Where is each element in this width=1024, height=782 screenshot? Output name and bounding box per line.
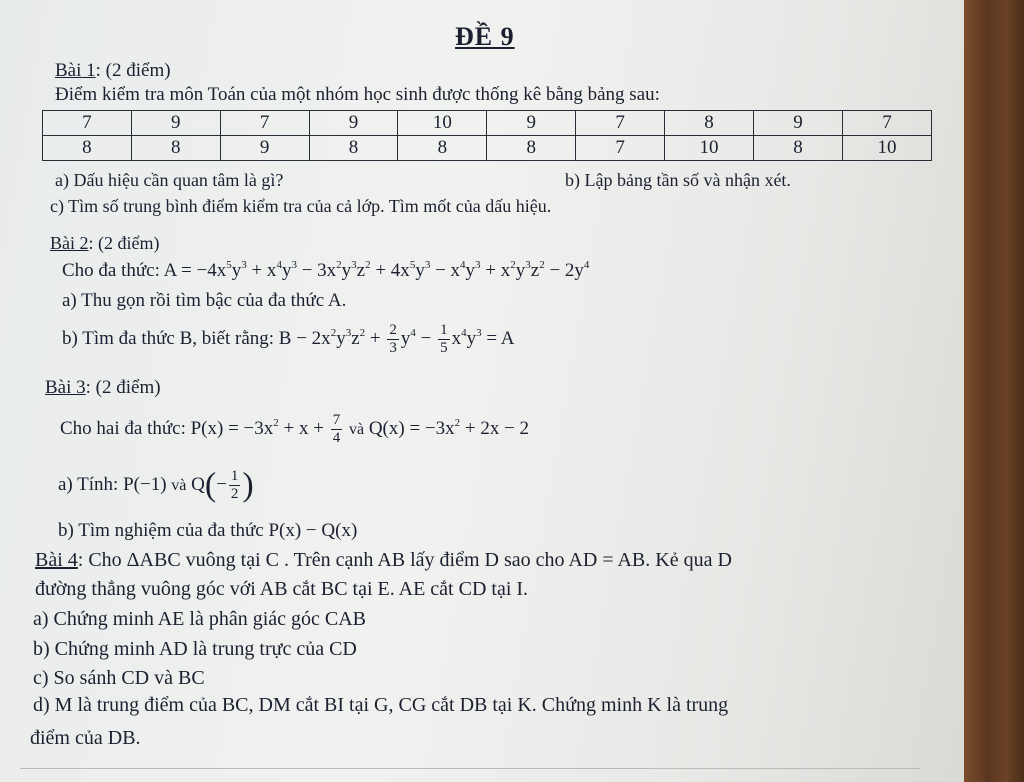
bai3-label: Bài 3 <box>45 377 86 398</box>
table-cell: 9 <box>220 136 309 161</box>
table-cell: 8 <box>487 136 576 161</box>
table-cell: 9 <box>309 111 398 136</box>
bai1-question-c: c) Tìm số trung bình điểm kiểm tra của cả lớp. Tìm mốt của dấu hiệu. <box>50 196 552 216</box>
bottom-divider <box>20 768 920 769</box>
bai2-label: Bài 2 <box>50 233 89 253</box>
bai3-qa-and: và <box>171 476 187 494</box>
bai3-polynomials <box>60 412 529 447</box>
table-cell: 8 <box>398 136 487 161</box>
eval-P: P(−1) <box>123 473 167 495</box>
table-cell: 7 <box>43 111 132 136</box>
bai4-line-1 <box>35 549 732 572</box>
table-cell: 9 <box>131 111 220 136</box>
bai2-question-a: a) Thu gọn rồi tìm bậc của đa thức A. <box>62 290 347 311</box>
bai1-question-b: b) Lập bảng tần số và nhận xét. <box>565 170 791 190</box>
page-title: ĐỀ 9 <box>455 22 515 51</box>
polynomial-A-expression: $A = -4x^5y^3 + x^4y^3 - 3x^2y^3z^2 + 4x^5y^3 - x^4y^3 + x^2y^3z^2 - 2y^4$ <box>163 259 590 281</box>
table-cell: 9 <box>754 111 843 136</box>
bai1-intro: Điểm kiểm tra môn Toán của một nhóm học sinh được thống kê bằng bảng sau: <box>55 84 660 105</box>
table-cell: 10 <box>842 136 931 161</box>
table-cell: 7 <box>576 111 665 136</box>
table-cell: 8 <box>309 136 398 161</box>
table-row <box>43 111 932 136</box>
bai2-polynomial-A <box>62 260 589 282</box>
bai4-question-d-line-1: d) M là trung điểm của BC, DM cắt BI tại G, CG cắt DB tại K. Chứng minh K là trung <box>33 694 729 716</box>
bai2-points: : (2 điểm) <box>88 233 160 253</box>
bai3-question-a <box>58 468 254 503</box>
bai1-points: : (2 điểm) <box>95 60 171 81</box>
bai3-question-b <box>58 520 357 542</box>
bai3-qb-expression: P(x) − Q(x) <box>268 520 358 541</box>
bai2-intro: Cho đa thức: <box>62 260 160 281</box>
bai3-question-a-text: a) Tính: <box>58 473 119 495</box>
bai4-label: Bài 4 <box>35 549 78 571</box>
bai2-question-b-text: b) Tìm đa thức B, biết rằng: <box>62 327 275 349</box>
bai4-question-c: c) So sánh CD và BC <box>33 667 205 689</box>
polynomial-P: $P(x) = -3x^2 + x$ + $\frac{7}{4}$ <box>190 412 341 446</box>
bai2-heading <box>50 233 159 254</box>
table-cell: 10 <box>398 111 487 136</box>
table-cell: 8 <box>665 111 754 136</box>
table-cell: 7 <box>576 136 665 161</box>
table-cell: 8 <box>131 136 220 161</box>
bai3-intro: Cho hai đa thức: <box>60 417 186 439</box>
table-cell: 7 <box>220 111 309 136</box>
bai3-points: : (2 điểm) <box>85 377 161 398</box>
bai4-question-b: b) Chứng minh AD là trung trực của CD <box>33 638 357 660</box>
bai4-question-d-line-2: điểm của DB. <box>30 727 141 749</box>
eval-Q: Q(− $\frac{1}{2}$ ) <box>191 466 254 504</box>
table-cell: 10 <box>665 136 754 161</box>
bai4-line-2: đường thẳng vuông góc với AB cắt BC tại E. AE cắt CD tại I. <box>35 578 529 600</box>
bai1-label: Bài 1 <box>55 60 96 81</box>
table-cell: 7 <box>842 111 931 136</box>
table-row <box>43 136 932 161</box>
wooden-table-edge <box>964 0 1024 782</box>
bai4-text-1: : Cho ΔABC vuông tại C . Trên cạnh AB lấy điểm D sao cho AD = AB. Kẻ qua D <box>77 549 732 571</box>
table-cell: 8 <box>43 136 132 161</box>
bai3-heading <box>45 377 161 399</box>
bai1-question-a: a) Dấu hiệu cần quan tâm là gì? <box>55 170 284 190</box>
bai1-heading <box>55 60 171 82</box>
bai2-question-b <box>62 322 514 357</box>
score-table <box>42 110 932 161</box>
polynomial-Q: $Q(x) = -3x^2 + 2x - 2$ <box>368 416 530 439</box>
table-cell: 9 <box>487 111 576 136</box>
bai3-question-b-text: b) Tìm nghiệm của đa thức <box>58 520 264 541</box>
table-cell: 8 <box>754 136 843 161</box>
bai3-and: và <box>348 420 365 438</box>
bai4-question-a: a) Chứng minh AE là phân giác góc CAB <box>33 608 367 630</box>
polynomial-B-equation: $B - 2x^2y^3z^2$ + $\frac{2}{3}$ $y^4$ − $\frac{1}{5}$ $x^4y^3 = A$ <box>278 322 515 356</box>
